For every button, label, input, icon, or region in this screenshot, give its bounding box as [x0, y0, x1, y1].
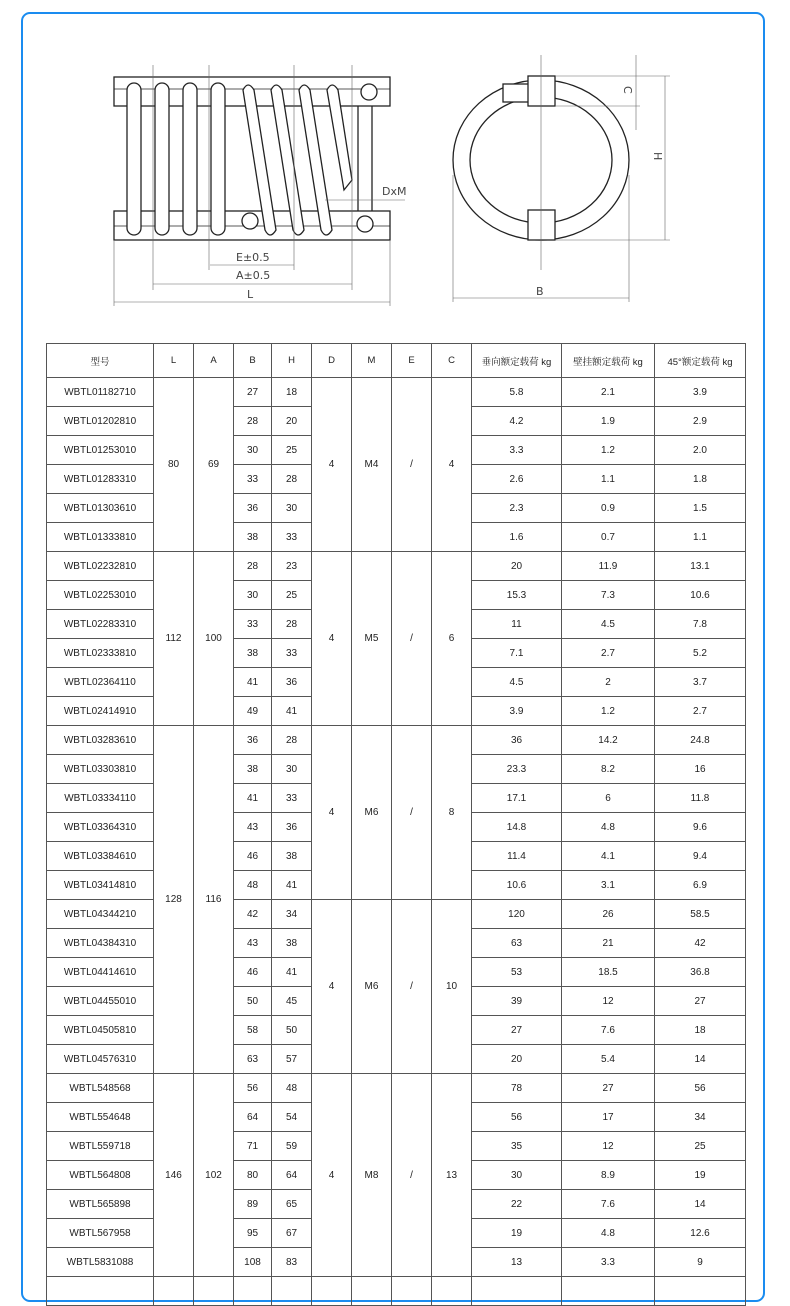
- b-cell: 38: [234, 755, 272, 784]
- h-cell: 33: [272, 639, 312, 668]
- vertical-load-cell: 22: [472, 1190, 562, 1219]
- b-cell: 80: [234, 1161, 272, 1190]
- wall-load-cell: 1.2: [562, 436, 655, 465]
- vertical-load-cell: 35: [472, 1132, 562, 1161]
- model-cell: WBTL04384310: [47, 929, 154, 958]
- vertical-load-cell: 13: [472, 1248, 562, 1277]
- diagonal-load-cell: 2.7: [655, 697, 746, 726]
- m-cell: M6: [352, 900, 392, 1074]
- diagonal-load-cell: 14: [655, 1045, 746, 1074]
- model-cell: WBTL565898: [47, 1190, 154, 1219]
- empty-cell: [655, 1277, 746, 1306]
- b-cell: 56: [234, 1074, 272, 1103]
- diagonal-load-cell: 27: [655, 987, 746, 1016]
- spec-table: [46, 343, 746, 1306]
- empty-cell: [154, 1277, 194, 1306]
- d-cell: 4: [312, 1074, 352, 1277]
- b-cell: 50: [234, 987, 272, 1016]
- h-cell: 23: [272, 552, 312, 581]
- h-cell: 36: [272, 668, 312, 697]
- table-header-row: [47, 344, 746, 378]
- model-cell: WBTL03303810: [47, 755, 154, 784]
- dim-h-label: H: [651, 152, 664, 161]
- table-row: [47, 552, 746, 581]
- h-cell: 30: [272, 494, 312, 523]
- vertical-load-cell: 23.3: [472, 755, 562, 784]
- vertical-load-cell: 3.9: [472, 697, 562, 726]
- wall-load-cell: 17: [562, 1103, 655, 1132]
- empty-cell: [562, 1277, 655, 1306]
- wall-load-cell: 1.9: [562, 407, 655, 436]
- b-cell: 38: [234, 523, 272, 552]
- e-cell: /: [392, 726, 432, 900]
- model-cell: WBTL01202810: [47, 407, 154, 436]
- diagonal-load-cell: 1.8: [655, 465, 746, 494]
- c-cell: 4: [432, 378, 472, 552]
- e-cell: /: [392, 378, 432, 552]
- diagonal-load-cell: 19: [655, 1161, 746, 1190]
- wall-load-cell: 4.8: [562, 1219, 655, 1248]
- h-cell: 30: [272, 755, 312, 784]
- model-cell: WBTL04576310: [47, 1045, 154, 1074]
- b-cell: 63: [234, 1045, 272, 1074]
- vertical-load-cell: 17.1: [472, 784, 562, 813]
- d-cell: 4: [312, 900, 352, 1074]
- vertical-load-cell: 39: [472, 987, 562, 1016]
- wall-load-cell: 18.5: [562, 958, 655, 987]
- column-header: D: [312, 344, 352, 378]
- h-cell: 28: [272, 610, 312, 639]
- model-cell: WBTL04414610: [47, 958, 154, 987]
- b-cell: 89: [234, 1190, 272, 1219]
- a-cell: 100: [194, 552, 234, 726]
- vertical-load-cell: 10.6: [472, 871, 562, 900]
- model-cell: WBTL04505810: [47, 1016, 154, 1045]
- vertical-load-cell: 2.3: [472, 494, 562, 523]
- model-cell: WBTL01333810: [47, 523, 154, 552]
- a-cell: 69: [194, 378, 234, 552]
- wall-load-cell: 4.8: [562, 813, 655, 842]
- b-cell: 46: [234, 842, 272, 871]
- model-cell: WBTL01303610: [47, 494, 154, 523]
- vertical-load-cell: 63: [472, 929, 562, 958]
- diagonal-load-cell: 6.9: [655, 871, 746, 900]
- b-cell: 28: [234, 552, 272, 581]
- b-cell: 95: [234, 1219, 272, 1248]
- empty-cell: [432, 1277, 472, 1306]
- vertical-load-cell: 19: [472, 1219, 562, 1248]
- c-cell: 8: [432, 726, 472, 900]
- b-cell: 36: [234, 494, 272, 523]
- diagonal-load-cell: 24.8: [655, 726, 746, 755]
- dim-e-label: E±0.5: [236, 251, 270, 264]
- wall-load-cell: 0.7: [562, 523, 655, 552]
- diagonal-load-cell: 25: [655, 1132, 746, 1161]
- model-cell: WBTL03334110: [47, 784, 154, 813]
- wall-load-cell: 11.9: [562, 552, 655, 581]
- diagonal-load-cell: 10.6: [655, 581, 746, 610]
- wall-load-cell: 8.9: [562, 1161, 655, 1190]
- h-cell: 64: [272, 1161, 312, 1190]
- b-cell: 36: [234, 726, 272, 755]
- vertical-load-cell: 3.3: [472, 436, 562, 465]
- vertical-load-cell: 7.1: [472, 639, 562, 668]
- h-cell: 18: [272, 378, 312, 407]
- wall-load-cell: 4.5: [562, 610, 655, 639]
- wall-load-cell: 7.3: [562, 581, 655, 610]
- vertical-load-cell: 1.6: [472, 523, 562, 552]
- h-cell: 50: [272, 1016, 312, 1045]
- model-cell: WBTL5831088: [47, 1248, 154, 1277]
- model-cell: WBTL554648: [47, 1103, 154, 1132]
- table-row: [47, 378, 746, 407]
- dim-l-label: L: [247, 288, 254, 301]
- wall-load-cell: 27: [562, 1074, 655, 1103]
- model-cell: WBTL03364310: [47, 813, 154, 842]
- h-cell: 33: [272, 784, 312, 813]
- diagonal-load-cell: 14: [655, 1190, 746, 1219]
- column-header: L: [154, 344, 194, 378]
- d-cell: 4: [312, 378, 352, 552]
- table-row-continued: [47, 1277, 746, 1306]
- column-header: C: [432, 344, 472, 378]
- e-cell: /: [392, 900, 432, 1074]
- wall-load-cell: 7.6: [562, 1190, 655, 1219]
- vertical-load-cell: 4.2: [472, 407, 562, 436]
- diagonal-load-cell: 18: [655, 1016, 746, 1045]
- h-cell: 54: [272, 1103, 312, 1132]
- empty-cell: [272, 1277, 312, 1306]
- b-cell: 58: [234, 1016, 272, 1045]
- model-cell: WBTL01182710: [47, 378, 154, 407]
- wall-load-cell: 7.6: [562, 1016, 655, 1045]
- d-cell: 4: [312, 552, 352, 726]
- h-cell: 33: [272, 523, 312, 552]
- vertical-load-cell: 2.6: [472, 465, 562, 494]
- l-cell: 146: [154, 1074, 194, 1277]
- model-cell: WBTL02333810: [47, 639, 154, 668]
- vertical-load-cell: 11.4: [472, 842, 562, 871]
- h-cell: 83: [272, 1248, 312, 1277]
- wall-load-cell: 4.1: [562, 842, 655, 871]
- model-cell: WBTL03414810: [47, 871, 154, 900]
- wall-load-cell: 3.1: [562, 871, 655, 900]
- diagonal-load-cell: 34: [655, 1103, 746, 1132]
- h-cell: 41: [272, 871, 312, 900]
- h-cell: 45: [272, 987, 312, 1016]
- empty-cell: [312, 1277, 352, 1306]
- h-cell: 36: [272, 813, 312, 842]
- vertical-load-cell: 11: [472, 610, 562, 639]
- column-header: 壁挂额定载荷 kg: [562, 344, 655, 378]
- spring-isolator-drawing: [0, 0, 790, 320]
- vertical-load-cell: 4.5: [472, 668, 562, 697]
- diagonal-load-cell: 2.9: [655, 407, 746, 436]
- l-cell: 112: [154, 552, 194, 726]
- diagonal-load-cell: 1.5: [655, 494, 746, 523]
- wall-load-cell: 2.7: [562, 639, 655, 668]
- diagonal-load-cell: 9: [655, 1248, 746, 1277]
- b-cell: 28: [234, 407, 272, 436]
- vertical-load-cell: 15.3: [472, 581, 562, 610]
- m-cell: M4: [352, 378, 392, 552]
- b-cell: 64: [234, 1103, 272, 1132]
- h-cell: 38: [272, 929, 312, 958]
- diagonal-load-cell: 42: [655, 929, 746, 958]
- b-cell: 43: [234, 813, 272, 842]
- empty-cell: [47, 1277, 154, 1306]
- h-cell: 67: [272, 1219, 312, 1248]
- model-cell: WBTL02232810: [47, 552, 154, 581]
- diagonal-load-cell: 3.9: [655, 378, 746, 407]
- dim-a-label: A±0.5: [236, 269, 271, 282]
- vertical-load-cell: 14.8: [472, 813, 562, 842]
- diagonal-load-cell: 11.8: [655, 784, 746, 813]
- table-row: [47, 900, 746, 929]
- a-cell: 102: [194, 1074, 234, 1277]
- vertical-load-cell: 27: [472, 1016, 562, 1045]
- diagonal-load-cell: 3.7: [655, 668, 746, 697]
- c-cell: 6: [432, 552, 472, 726]
- dim-b-label: B: [536, 285, 544, 298]
- model-cell: WBTL559718: [47, 1132, 154, 1161]
- e-cell: /: [392, 552, 432, 726]
- b-cell: 27: [234, 378, 272, 407]
- vertical-load-cell: 5.8: [472, 378, 562, 407]
- diagonal-load-cell: 1.1: [655, 523, 746, 552]
- wall-load-cell: 2.1: [562, 378, 655, 407]
- c-cell: 13: [432, 1074, 472, 1277]
- b-cell: 42: [234, 900, 272, 929]
- diagonal-load-cell: 12.6: [655, 1219, 746, 1248]
- vertical-load-cell: 36: [472, 726, 562, 755]
- b-cell: 33: [234, 465, 272, 494]
- dim-dxm-label: DxM: [382, 185, 407, 198]
- wall-load-cell: 1.1: [562, 465, 655, 494]
- model-cell: WBTL01283310: [47, 465, 154, 494]
- end-view: [453, 55, 670, 302]
- h-cell: 41: [272, 958, 312, 987]
- b-cell: 38: [234, 639, 272, 668]
- wall-load-cell: 3.3: [562, 1248, 655, 1277]
- model-cell: WBTL02364110: [47, 668, 154, 697]
- h-cell: 59: [272, 1132, 312, 1161]
- b-cell: 48: [234, 871, 272, 900]
- diagonal-load-cell: 16: [655, 755, 746, 784]
- h-cell: 41: [272, 697, 312, 726]
- empty-cell: [194, 1277, 234, 1306]
- h-cell: 48: [272, 1074, 312, 1103]
- diagonal-load-cell: 58.5: [655, 900, 746, 929]
- diagonal-load-cell: 13.1: [655, 552, 746, 581]
- wall-load-cell: 2: [562, 668, 655, 697]
- c-cell: 10: [432, 900, 472, 1074]
- vertical-load-cell: 20: [472, 552, 562, 581]
- b-cell: 41: [234, 784, 272, 813]
- vertical-load-cell: 120: [472, 900, 562, 929]
- h-cell: 28: [272, 465, 312, 494]
- empty-cell: [472, 1277, 562, 1306]
- column-header: E: [392, 344, 432, 378]
- model-cell: WBTL03283610: [47, 726, 154, 755]
- h-cell: 25: [272, 581, 312, 610]
- model-cell: WBTL02283310: [47, 610, 154, 639]
- b-cell: 71: [234, 1132, 272, 1161]
- diagonal-load-cell: 36.8: [655, 958, 746, 987]
- empty-cell: [234, 1277, 272, 1306]
- vertical-load-cell: 30: [472, 1161, 562, 1190]
- h-cell: 38: [272, 842, 312, 871]
- model-cell: WBTL04344210: [47, 900, 154, 929]
- wall-load-cell: 0.9: [562, 494, 655, 523]
- wall-load-cell: 8.2: [562, 755, 655, 784]
- model-cell: WBTL567958: [47, 1219, 154, 1248]
- b-cell: 30: [234, 581, 272, 610]
- wall-load-cell: 5.4: [562, 1045, 655, 1074]
- l-cell: 80: [154, 378, 194, 552]
- column-header: B: [234, 344, 272, 378]
- model-cell: WBTL03384610: [47, 842, 154, 871]
- table-row: [47, 726, 746, 755]
- column-header: H: [272, 344, 312, 378]
- diagonal-load-cell: 9.6: [655, 813, 746, 842]
- table-row: [47, 1074, 746, 1103]
- b-cell: 30: [234, 436, 272, 465]
- model-cell: WBTL04455010: [47, 987, 154, 1016]
- vertical-load-cell: 78: [472, 1074, 562, 1103]
- e-cell: /: [392, 1074, 432, 1277]
- wall-load-cell: 14.2: [562, 726, 655, 755]
- h-cell: 25: [272, 436, 312, 465]
- m-cell: M6: [352, 726, 392, 900]
- h-cell: 28: [272, 726, 312, 755]
- empty-cell: [352, 1277, 392, 1306]
- diagonal-load-cell: 56: [655, 1074, 746, 1103]
- m-cell: M5: [352, 552, 392, 726]
- diagonal-load-cell: 7.8: [655, 610, 746, 639]
- column-header: 垂向额定载荷 kg: [472, 344, 562, 378]
- model-cell: WBTL02253010: [47, 581, 154, 610]
- column-header: A: [194, 344, 234, 378]
- diagonal-load-cell: 2.0: [655, 436, 746, 465]
- h-cell: 20: [272, 407, 312, 436]
- a-cell: 116: [194, 726, 234, 1074]
- dim-c-label: C: [621, 86, 634, 94]
- wall-load-cell: 1.2: [562, 697, 655, 726]
- wall-load-cell: 12: [562, 1132, 655, 1161]
- wall-load-cell: 21: [562, 929, 655, 958]
- b-cell: 33: [234, 610, 272, 639]
- column-header: 45°额定载荷 kg: [655, 344, 746, 378]
- vertical-load-cell: 20: [472, 1045, 562, 1074]
- model-cell: WBTL548568: [47, 1074, 154, 1103]
- vertical-load-cell: 56: [472, 1103, 562, 1132]
- vertical-load-cell: 53: [472, 958, 562, 987]
- m-cell: M8: [352, 1074, 392, 1277]
- model-cell: WBTL564808: [47, 1161, 154, 1190]
- diagonal-load-cell: 9.4: [655, 842, 746, 871]
- b-cell: 43: [234, 929, 272, 958]
- column-header: 型号: [47, 344, 154, 378]
- diagonal-load-cell: 5.2: [655, 639, 746, 668]
- b-cell: 46: [234, 958, 272, 987]
- b-cell: 41: [234, 668, 272, 697]
- column-header: M: [352, 344, 392, 378]
- model-cell: WBTL02414910: [47, 697, 154, 726]
- model-cell: WBTL01253010: [47, 436, 154, 465]
- h-cell: 34: [272, 900, 312, 929]
- wall-load-cell: 12: [562, 987, 655, 1016]
- h-cell: 57: [272, 1045, 312, 1074]
- wall-load-cell: 26: [562, 900, 655, 929]
- d-cell: 4: [312, 726, 352, 900]
- empty-cell: [392, 1277, 432, 1306]
- wall-load-cell: 6: [562, 784, 655, 813]
- h-cell: 65: [272, 1190, 312, 1219]
- b-cell: 108: [234, 1248, 272, 1277]
- side-view: [114, 65, 406, 306]
- l-cell: 128: [154, 726, 194, 1074]
- b-cell: 49: [234, 697, 272, 726]
